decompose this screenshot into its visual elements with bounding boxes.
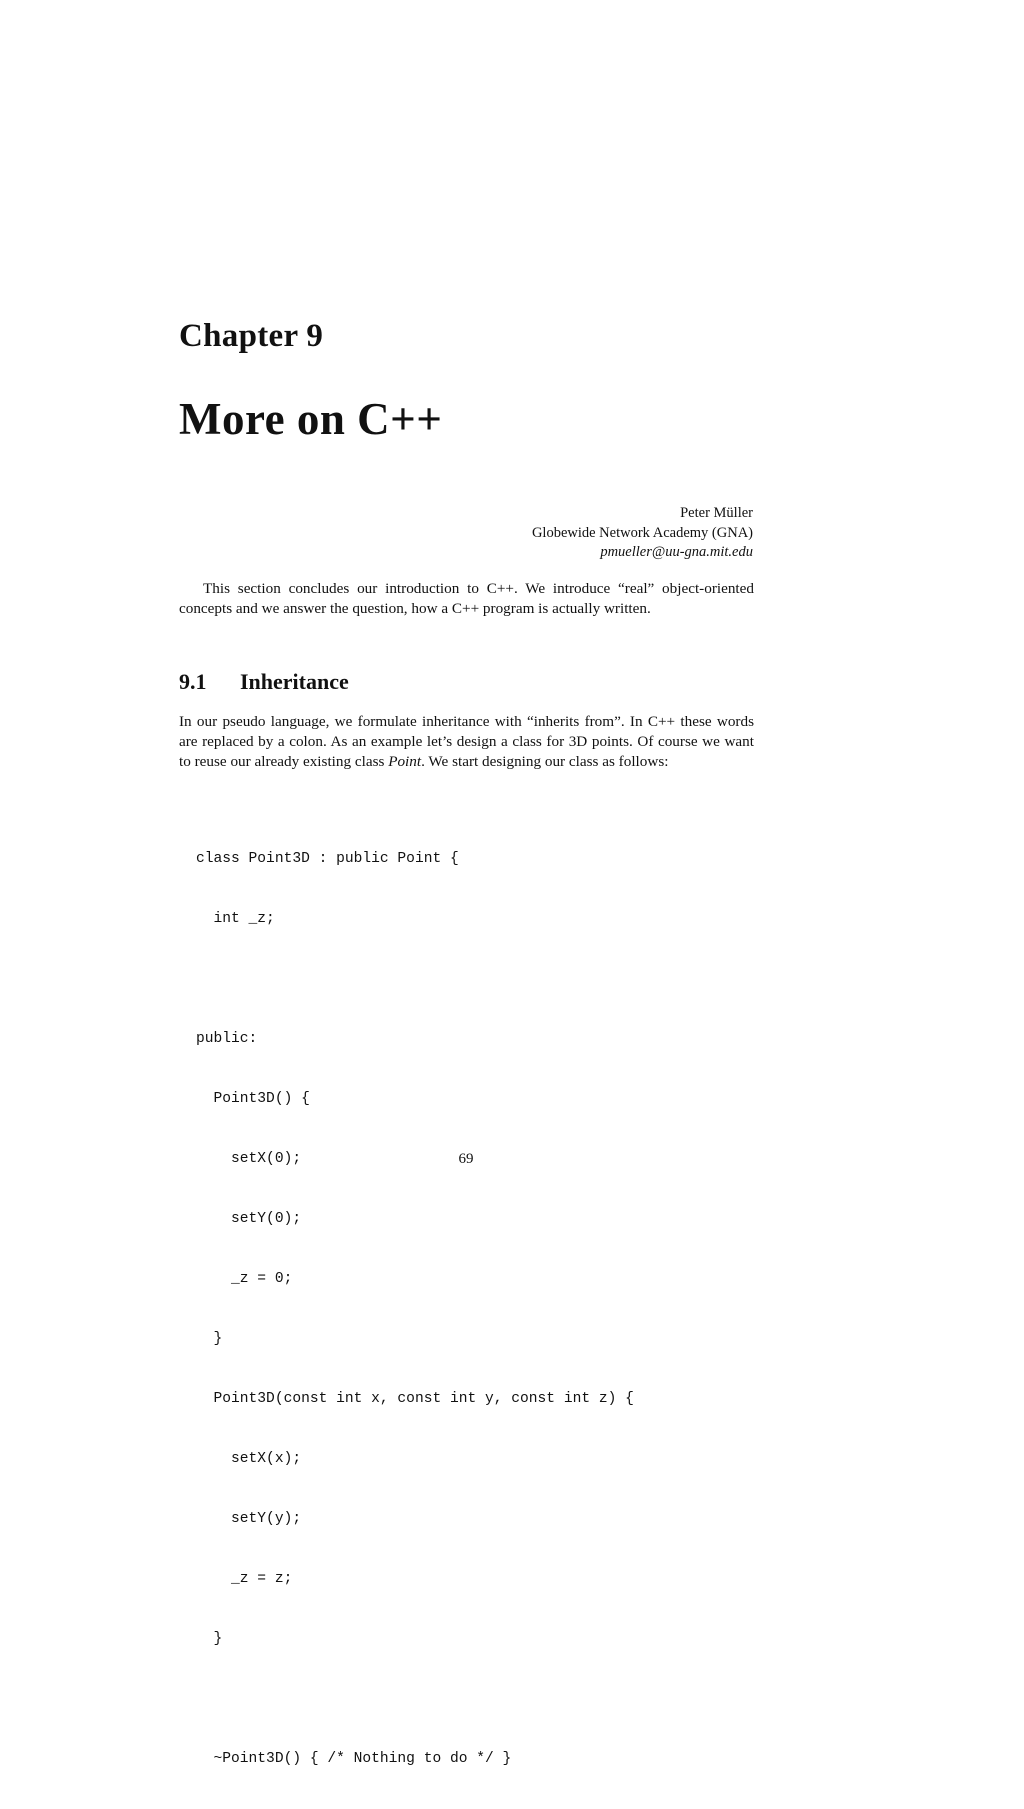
code-line: } <box>196 1631 223 1647</box>
section-paragraph-text-1: In our pseudo language, we formulate inheritance with “inherits from”. In C++ these words are replaced by a colon. As an example let’s design a class for 3D points. Of course we want to reuse our already existing class <box>179 713 754 770</box>
code-line <box>196 1689 634 1709</box>
section-heading <box>179 669 349 695</box>
code-line: _z = 0; <box>196 1271 293 1287</box>
code-line: Point3D() { <box>196 1091 310 1107</box>
code-line: Point3D(const int x, const int y, const int z) { <box>196 1391 634 1407</box>
section-number: 9.1 <box>179 669 207 694</box>
page-number: 69 <box>458 1151 474 1167</box>
code-line: setX(x); <box>196 1451 302 1467</box>
author-affiliation: Globewide Network Academy (GNA) <box>531 524 753 541</box>
author-email: pmueller@uu-gna.mit.edu <box>600 544 753 560</box>
chapter-label: Chapter 9 <box>179 318 324 354</box>
section-title: Inheritance <box>240 669 349 694</box>
section-paragraph <box>179 712 754 772</box>
class-name-emphasis: Point <box>388 753 422 770</box>
author-block <box>532 504 753 563</box>
code-line: setX(0); <box>196 1151 302 1167</box>
code-line: setY(0); <box>196 1211 302 1227</box>
code-line: ~Point3D() { /* Nothing to do */ } <box>196 1751 512 1767</box>
code-listing <box>196 809 634 1809</box>
code-line <box>196 969 634 989</box>
code-line: } <box>196 1331 223 1347</box>
code-line: class Point3D : public Point { <box>196 851 459 867</box>
author-name: Peter Müller <box>680 505 753 521</box>
abstract-paragraph: This section concludes our introduction to C++. We introduce “real” object-oriented concepts and we answer the question, how a C++ program is actually written. <box>179 580 754 617</box>
chapter-title: More on C++ <box>179 394 443 444</box>
code-line: setY(y); <box>196 1511 302 1527</box>
section-paragraph-text-2: . We start designing our class as follows: <box>421 753 669 770</box>
code-line: public: <box>196 1031 258 1047</box>
code-line: int _z; <box>196 911 275 927</box>
code-line: _z = z; <box>196 1571 293 1587</box>
